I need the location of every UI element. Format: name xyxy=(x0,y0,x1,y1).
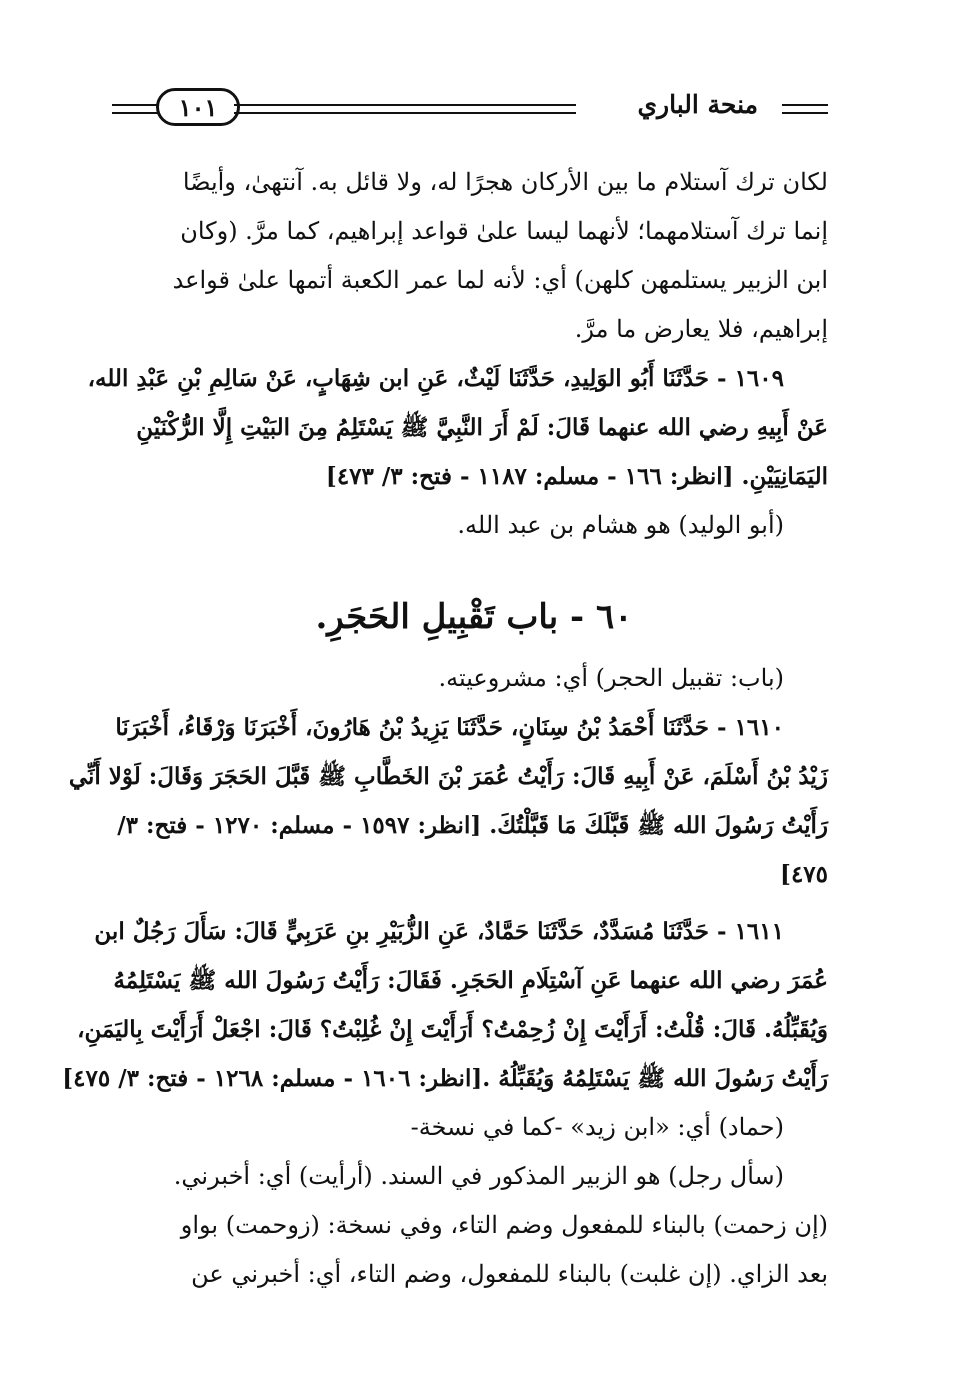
commentary-line: (سأل رجل) هو الزبير المذكور في السند. (أرأيت) أي: أخبرني. xyxy=(173,1162,784,1190)
commentary-line: بعد الزاي. (إن غلبت) بالبناء للمفعول، وضم التاء، أي: أخبرني عن xyxy=(191,1260,828,1288)
chapter-heading: ٦٠ - باب تَقْبِيلِ الحَجَرِ. xyxy=(315,597,633,637)
hadith-1611-line: عُمَرَ رضي الله عنهما عَنِ آسْتِلَامِ الحَجَرِ. فَقَالَ: رَأَيْتُ رَسُولَ الله ﷺ يَسْتَلِمُهُ xyxy=(113,967,828,994)
paragraph-gap xyxy=(120,899,828,907)
hadith-1611-line: وَيُقَبِّلُهُ. قَالَ: قُلْتُ: أَرَأَيْتَ إِنْ زُحِمْتُ؟ أَرَأَيْتَ إِنْ غُلِبْتُ؟ قَالَ: اجْعَلْ أَرَأَيْتَ بِاليَمَنِ، xyxy=(77,1016,828,1043)
commentary-line: إبراهيم، فلا يعارض ما مرَّ. xyxy=(574,315,828,343)
hadith-1610-line: ٤٧٥] xyxy=(780,861,828,888)
page-number: ١٠١ xyxy=(156,88,240,126)
hadith-1610-line: ١٦١٠ - حَدَّثَنَا أَحْمَدُ بْنُ سِنَانٍ، حَدَّثَنَا يَزِيدُ بْنُ هَارُونَ، أَخْبَرَنَا وَرْقَاءُ، أَخْبَرَنَا xyxy=(115,714,784,741)
hadith-1611-line: رَأَيْتُ رَسُولَ الله ﷺ يَسْتَلِمُهُ وَيُقَبِّلُهُ .[انظر: ١٦٠٦ - مسلم: ١٢٦٨ - فتح: ٣/ ٤٧٥] xyxy=(62,1065,828,1092)
hadith-1609-line: اليَمَانِيَيْنِ. [انظر: ١٦٦ - مسلم: ١١٨٧ - فتح: ٣/ ٤٧٣] xyxy=(325,463,828,490)
hadith-1610-line: رَأَيْتُ رَسُولَ الله ﷺ قَبَّلَكَ مَا قَبَّلْتُكَ. [انظر: ١٥٩٧ - مسلم: ١٢٧٠ - فتح: ٣/ xyxy=(117,812,828,839)
header-rule-right xyxy=(782,104,828,106)
hadith-1609-line: ١٦٠٩ - حَدَّثَنَا أَبُو الوَلِيدِ، حَدَّثَنَا لَيْثٌ، عَنِ ابن شِهَابٍ، عَنْ سَالِمِ بْنِ عَبْدِ الله، xyxy=(87,365,784,392)
commentary-line: (باب: تقبيل الحجر) أي: مشروعيته. xyxy=(438,664,784,692)
header-rule-left-lower xyxy=(112,112,158,114)
page-header xyxy=(112,82,828,144)
commentary-line: (إن زحمت) بالبناء للمفعول وضم التاء، وفي نسخة: (زوحمت) بواو xyxy=(180,1211,828,1239)
commentary-line: إنما ترك آستلامهما؛ لأنهما ليسا علىٰ قواعد إبراهيم، كما مرَّ. (وكان xyxy=(180,217,828,245)
commentary-line: (حماد) أي: «ابن زيد» -كما في نسخة- xyxy=(410,1113,784,1141)
commentary-line: لكان ترك آستلام ما بين الأركان هجرًا له، ولا قائل به. آنتهىٰ، وأيضًا xyxy=(182,168,828,196)
header-rule-middle-lower xyxy=(234,112,576,114)
hadith-1610-line: زَيْدُ بْنُ أَسْلَمَ، عَنْ أَبِيهِ قَالَ: رَأَيْتُ عُمَرَ بْنَ الخَطَّابِ ﷺ قَبَّلَ الحَجَرَ وَقَالَ: لَوْلا أَنِّي xyxy=(68,763,828,790)
header-rule-right-lower xyxy=(782,112,828,114)
commentary-line: (أبو الوليد) هو هشام بن عبد الله. xyxy=(457,511,784,539)
header-rule-middle xyxy=(234,104,576,106)
header-rule-left xyxy=(112,104,158,106)
book-title: منحة الباري xyxy=(637,90,758,119)
commentary-line: ابن الزبير يستلمهن كلهن) أي: لأنه لما عمر الكعبة أتمها علىٰ قواعد xyxy=(172,266,828,294)
page-body xyxy=(62,158,828,1299)
hadith-1611-line: ١٦١١ - حَدَّثَنَا مُسَدَّدٌ، حَدَّثَنَا حَمَّادٌ، عَنِ الزُّبَيْرِ بنِ عَرَبِيٍّ قَالَ: سَأَلَ رَجُلٌ ابن xyxy=(94,918,784,945)
hadith-1609-line: عَنْ أَبِيهِ رضي الله عنهما قَالَ: لَمْ أَرَ النَّبِيَّ ﷺ يَسْتَلِمُ مِنَ البَيْتِ إِلَّا الرُّكْنَيْنِ xyxy=(136,414,828,441)
